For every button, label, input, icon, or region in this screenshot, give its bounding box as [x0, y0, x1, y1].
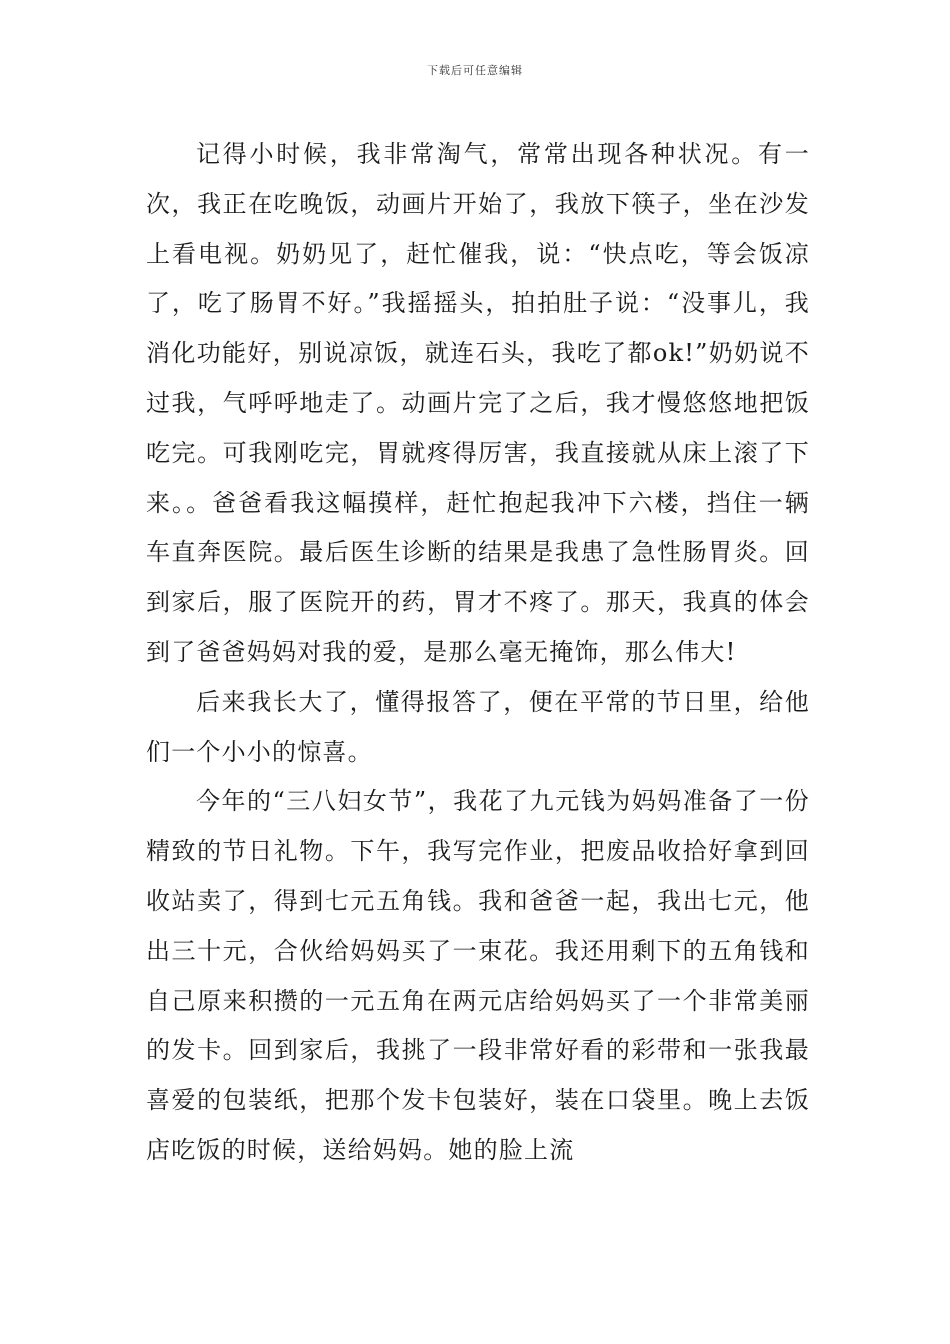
document-body	[146, 130, 810, 1176]
paragraph: 后来我长大了，懂得报答了，便在平常的节日里，给他们一个小小的惊喜。	[146, 687, 810, 766]
paragraph: 今年的“三八妇女节”，我花了九元钱为妈妈准备了一份精致的节日礼物。下午，我写完作业，把废品收拾好拿到回收站卖了，得到七元五角钱。我和爸爸一起，我出七元，他出三十元，合伙给妈妈买了一束花。我还用剩下的五角钱和自己原来积攒的一元五角在两元店给妈妈买了一个非常美丽的发卡。回到家后，我挑了一段非常好看的彩带和一张我最喜爱的包装纸，把那个发卡包装好，装在口袋里。晚上去饭店吃饭的时候，送给妈妈。她的脸上流	[146, 787, 810, 1164]
paragraph: 记得小时候，我非常淘气，常常出现各种状况。有一次，我正在吃晚饭，动画片开始了，我放下筷子，坐在沙发上看电视。奶奶见了，赶忙催我，说：“快点吃，等会饭凉了，吃了肠胃不好。”我摇摇头，拍拍肚子说：“没事儿，我消化功能好，别说凉饭，就连石头，我吃了都ok!”奶奶说不过我，气呼呼地走了。动画片完了之后，我才慢悠悠地把饭吃完。可我刚吃完，胃就疼得厉害，我直接就从床上滚了下来。。爸爸看我这幅摸样，赶忙抱起我冲下六楼，挡住一辆车直奔医院。最后医生诊断的结果是我患了急性肠胃炎。回到家后，服了医院开的药，胃才不疼了。那天，我真的体会到了爸爸妈妈对我的爱，是那么毫无掩饰，那么伟大!	[146, 140, 810, 666]
page-header: 下载后可任意编辑	[427, 64, 523, 77]
